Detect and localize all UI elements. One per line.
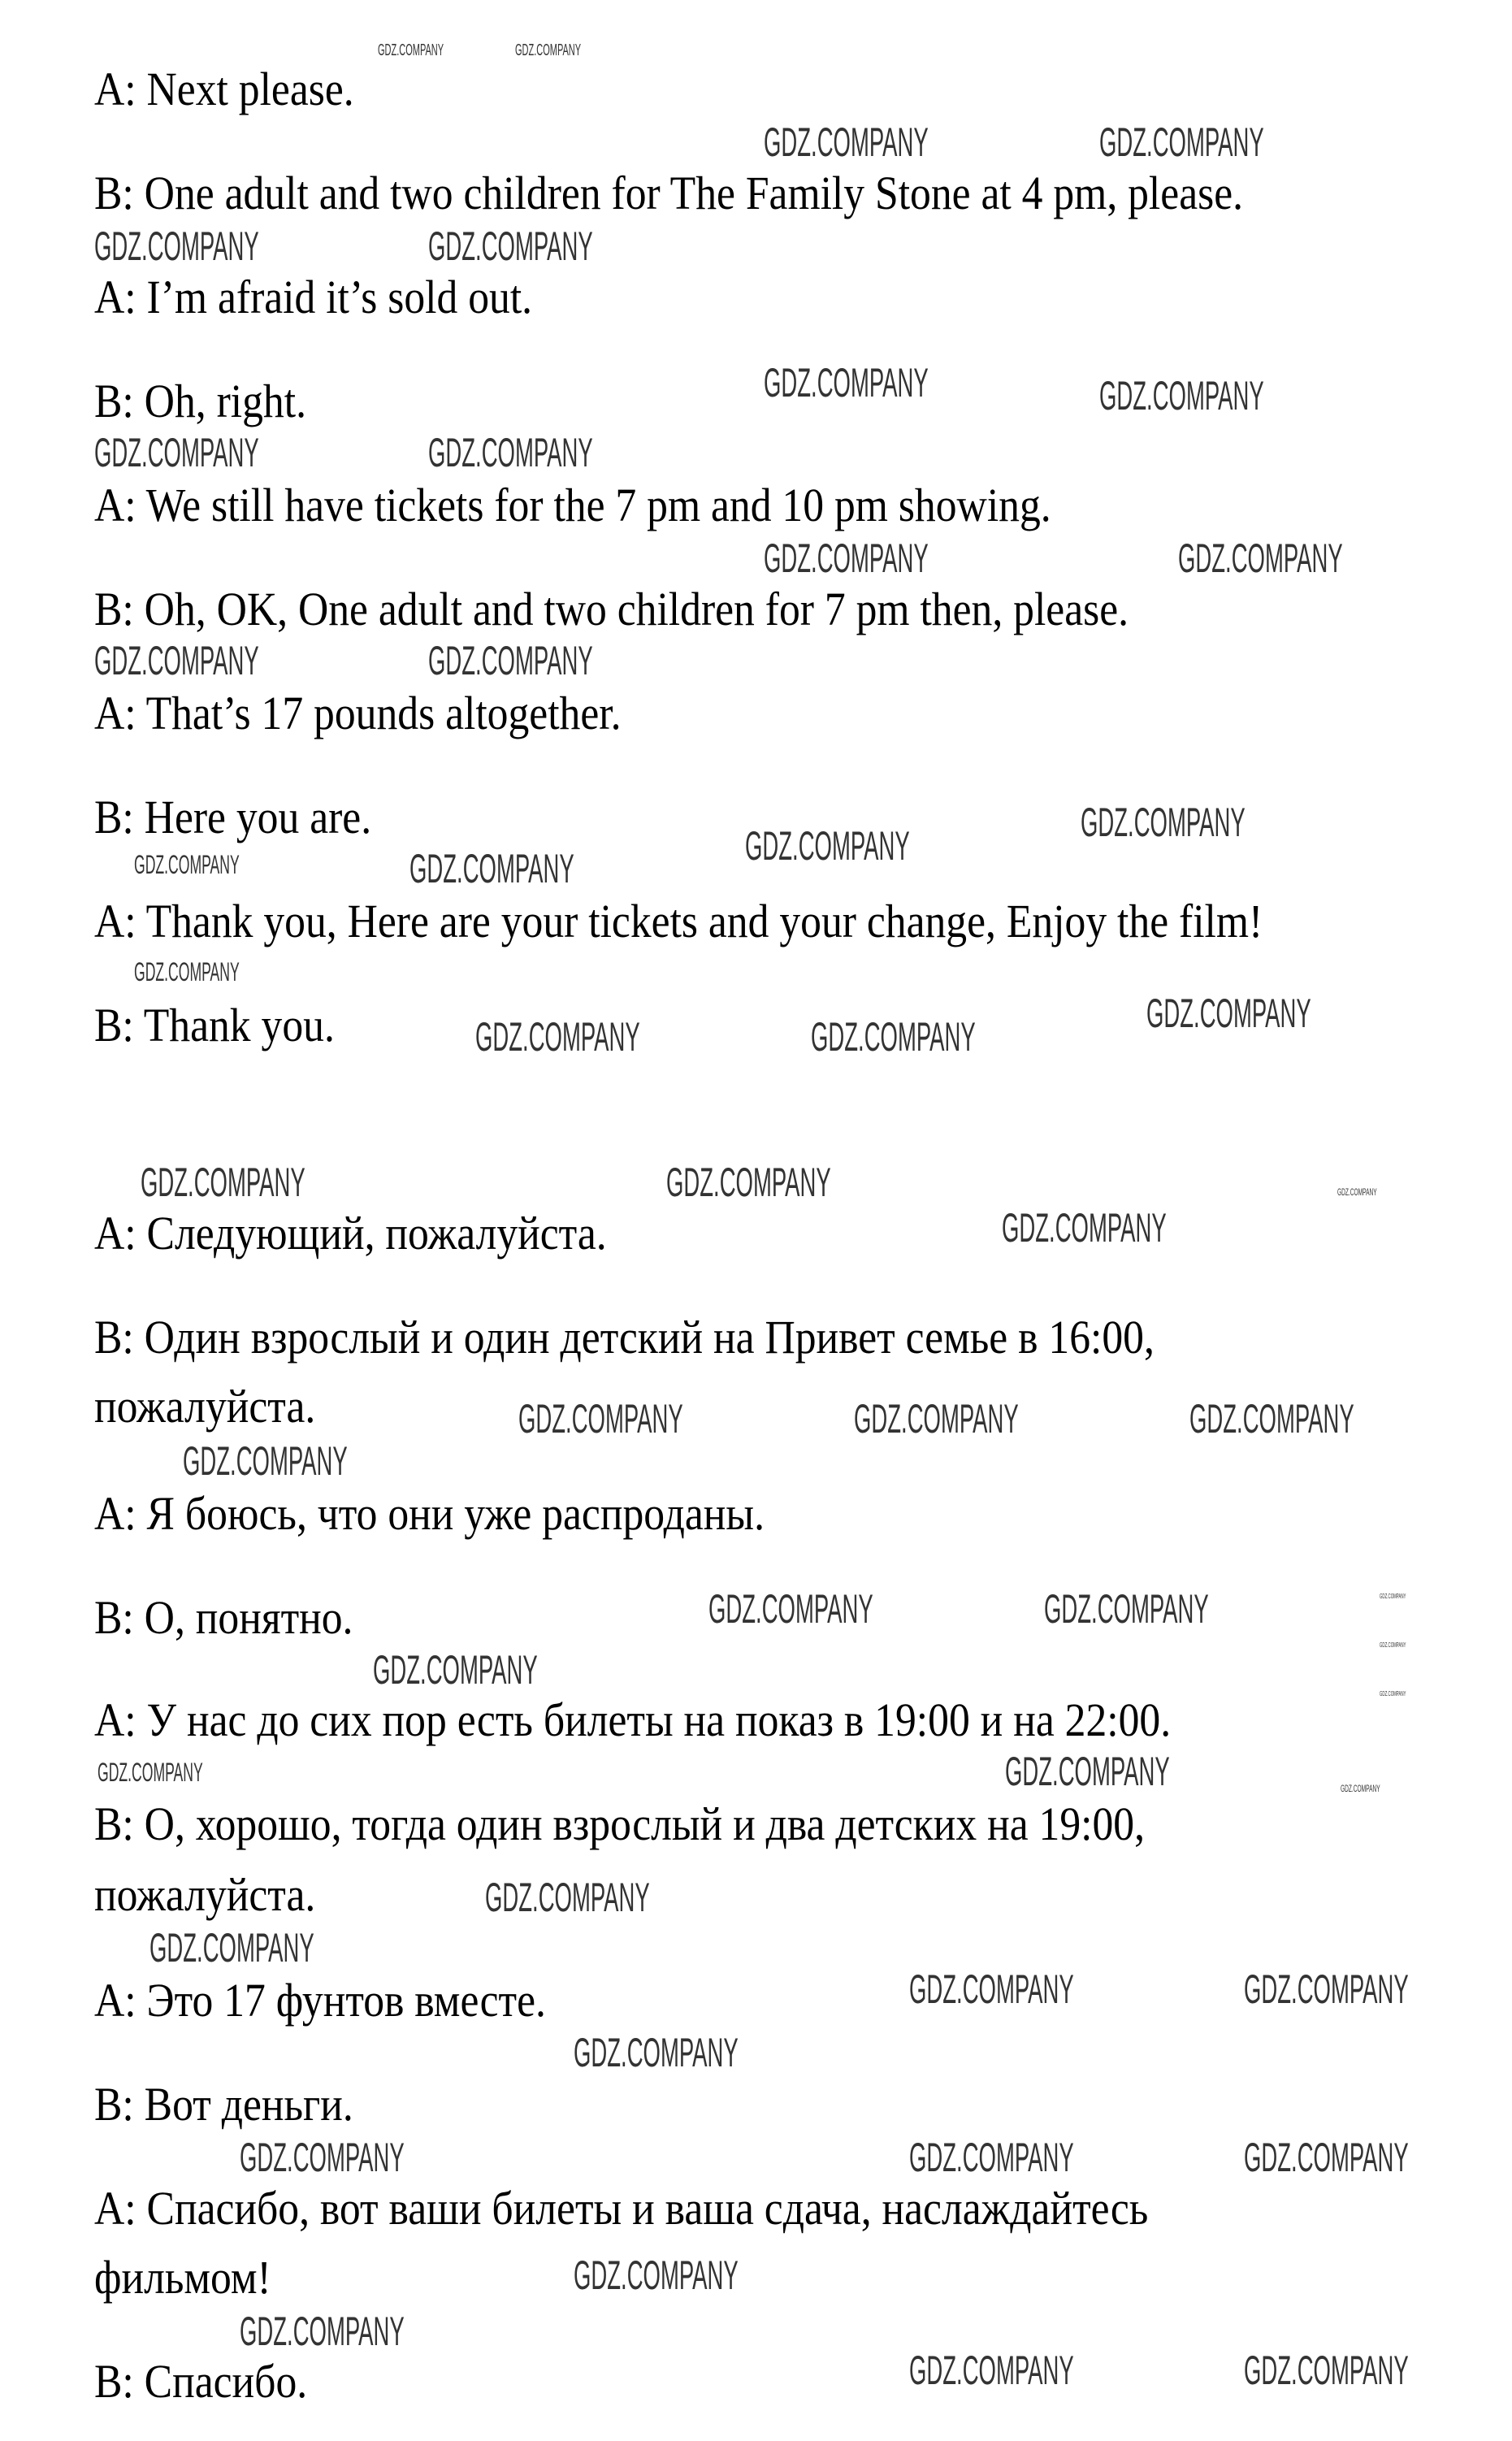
dialogue-line: B: One adult and two children for The Family Stone at 4 pm, please. bbox=[94, 167, 1244, 219]
watermark: GDZ.COMPANY bbox=[97, 1758, 203, 1787]
watermark: GDZ.COMPANY bbox=[708, 1586, 873, 1632]
watermark: GDZ.COMPANY bbox=[475, 1014, 640, 1060]
watermark: GDZ.COMPANY bbox=[1189, 1396, 1354, 1442]
dialogue-line: пожалуйста. bbox=[94, 1380, 316, 1433]
watermark: GDZ.COMPANY bbox=[909, 2135, 1074, 2180]
watermark: GDZ.COMPANY bbox=[1081, 800, 1246, 845]
watermark: GDZ.COMPANY bbox=[764, 119, 929, 165]
watermark: GDZ.COMPANY bbox=[1178, 535, 1343, 581]
dialogue-line: B: О, хорошо, тогда один взрослый и два детских на 19:00, bbox=[94, 1797, 1146, 1850]
watermark: GDZ.COMPANY bbox=[1380, 1641, 1406, 1649]
watermark: GDZ.COMPANY bbox=[409, 846, 574, 891]
watermark: GDZ.COMPANY bbox=[134, 850, 240, 879]
watermark: GDZ.COMPANY bbox=[1337, 1186, 1377, 1198]
watermark: GDZ.COMPANY bbox=[1002, 1205, 1167, 1251]
watermark: GDZ.COMPANY bbox=[518, 1396, 683, 1442]
dialogue-line: A: Спасибо, вот ваши билеты и ваша сдача, наслаждайтесь bbox=[94, 2182, 1149, 2235]
watermark: GDZ.COMPANY bbox=[1005, 1749, 1170, 1794]
watermark: GDZ.COMPANY bbox=[574, 2030, 739, 2075]
watermark: GDZ.COMPANY bbox=[1380, 1690, 1406, 1697]
watermark: GDZ.COMPANY bbox=[811, 1014, 976, 1060]
dialogue-line: A: I’m afraid it’s sold out. bbox=[94, 271, 533, 323]
watermark: GDZ.COMPANY bbox=[428, 223, 593, 269]
watermark: GDZ.COMPANY bbox=[373, 1647, 538, 1693]
watermark: GDZ.COMPANY bbox=[428, 638, 593, 683]
dialogue-line: A: Это 17 фунтов вместе. bbox=[94, 1974, 546, 2027]
watermark: GDZ.COMPANY bbox=[1341, 1783, 1380, 1794]
watermark: GDZ.COMPANY bbox=[1099, 373, 1264, 418]
watermark: GDZ.COMPANY bbox=[94, 430, 259, 475]
watermark: GDZ.COMPANY bbox=[1099, 119, 1264, 165]
dialogue-line: B: Oh, right. bbox=[94, 375, 306, 427]
watermark: GDZ.COMPANY bbox=[240, 2135, 405, 2180]
watermark: GDZ.COMPANY bbox=[378, 41, 444, 59]
dialogue-line: B: О, понятно. bbox=[94, 1591, 353, 1644]
watermark: GDZ.COMPANY bbox=[94, 223, 259, 269]
watermark: GDZ.COMPANY bbox=[1244, 2135, 1409, 2180]
watermark: GDZ.COMPANY bbox=[1244, 1966, 1409, 2012]
watermark: GDZ.COMPANY bbox=[94, 638, 259, 683]
dialogue-line: B: Oh, OK, One adult and two children for 7 pm then, please. bbox=[94, 583, 1129, 635]
watermark: GDZ.COMPANY bbox=[666, 1160, 831, 1205]
watermark: GDZ.COMPANY bbox=[1146, 991, 1311, 1036]
watermark: GDZ.COMPANY bbox=[134, 957, 240, 986]
watermark: GDZ.COMPANY bbox=[240, 2309, 405, 2354]
watermark: GDZ.COMPANY bbox=[485, 1875, 650, 1920]
dialogue-line: B: Один взрослый и один детский на Привет семье в 16:00, bbox=[94, 1311, 1155, 1364]
dialogue-line: фильмом! bbox=[94, 2251, 271, 2304]
dialogue-line: A: Я боюсь, что они уже распроданы. bbox=[94, 1487, 765, 1540]
dialogue-line: B: Here you are. bbox=[94, 791, 372, 843]
dialogue-line: A: That’s 17 pounds altogether. bbox=[94, 687, 622, 739]
watermark: GDZ.COMPANY bbox=[745, 823, 910, 869]
dialogue-line: A: У нас до сих пор есть билеты на показ в 19:00 и на 22:00. bbox=[94, 1693, 1172, 1746]
dialogue-line: A: Следующий, пожалуйста. bbox=[94, 1207, 607, 1260]
dialogue-line: A: Thank you, Here are your tickets and your change, Enjoy the film! bbox=[94, 895, 1263, 947]
watermark: GDZ.COMPANY bbox=[574, 2252, 739, 2298]
watermark: GDZ.COMPANY bbox=[909, 2348, 1074, 2393]
dialogue-line: B: Вот деньги. bbox=[94, 2078, 353, 2131]
dialogue-line: B: Thank you. bbox=[94, 999, 335, 1051]
dialogue-line: A: Next please. bbox=[94, 63, 354, 115]
watermark: GDZ.COMPANY bbox=[764, 360, 929, 405]
watermark: GDZ.COMPANY bbox=[141, 1160, 305, 1205]
watermark: GDZ.COMPANY bbox=[515, 41, 582, 59]
watermark: GDZ.COMPANY bbox=[149, 1925, 314, 1971]
watermark: GDZ.COMPANY bbox=[1244, 2348, 1409, 2393]
watermark: GDZ.COMPANY bbox=[183, 1438, 348, 1484]
dialogue-line: B: Спасибо. bbox=[94, 2355, 308, 2408]
watermark: GDZ.COMPANY bbox=[764, 535, 929, 581]
watermark: GDZ.COMPANY bbox=[909, 1966, 1074, 2012]
watermark: GDZ.COMPANY bbox=[1044, 1586, 1209, 1632]
dialogue-line: A: We still have tickets for the 7 pm and 10 pm showing. bbox=[94, 479, 1051, 531]
watermark: GDZ.COMPANY bbox=[428, 430, 593, 475]
dialogue-line: пожалуйста. bbox=[94, 1868, 316, 1921]
watermark: GDZ.COMPANY bbox=[1380, 1593, 1406, 1600]
watermark: GDZ.COMPANY bbox=[854, 1396, 1019, 1442]
